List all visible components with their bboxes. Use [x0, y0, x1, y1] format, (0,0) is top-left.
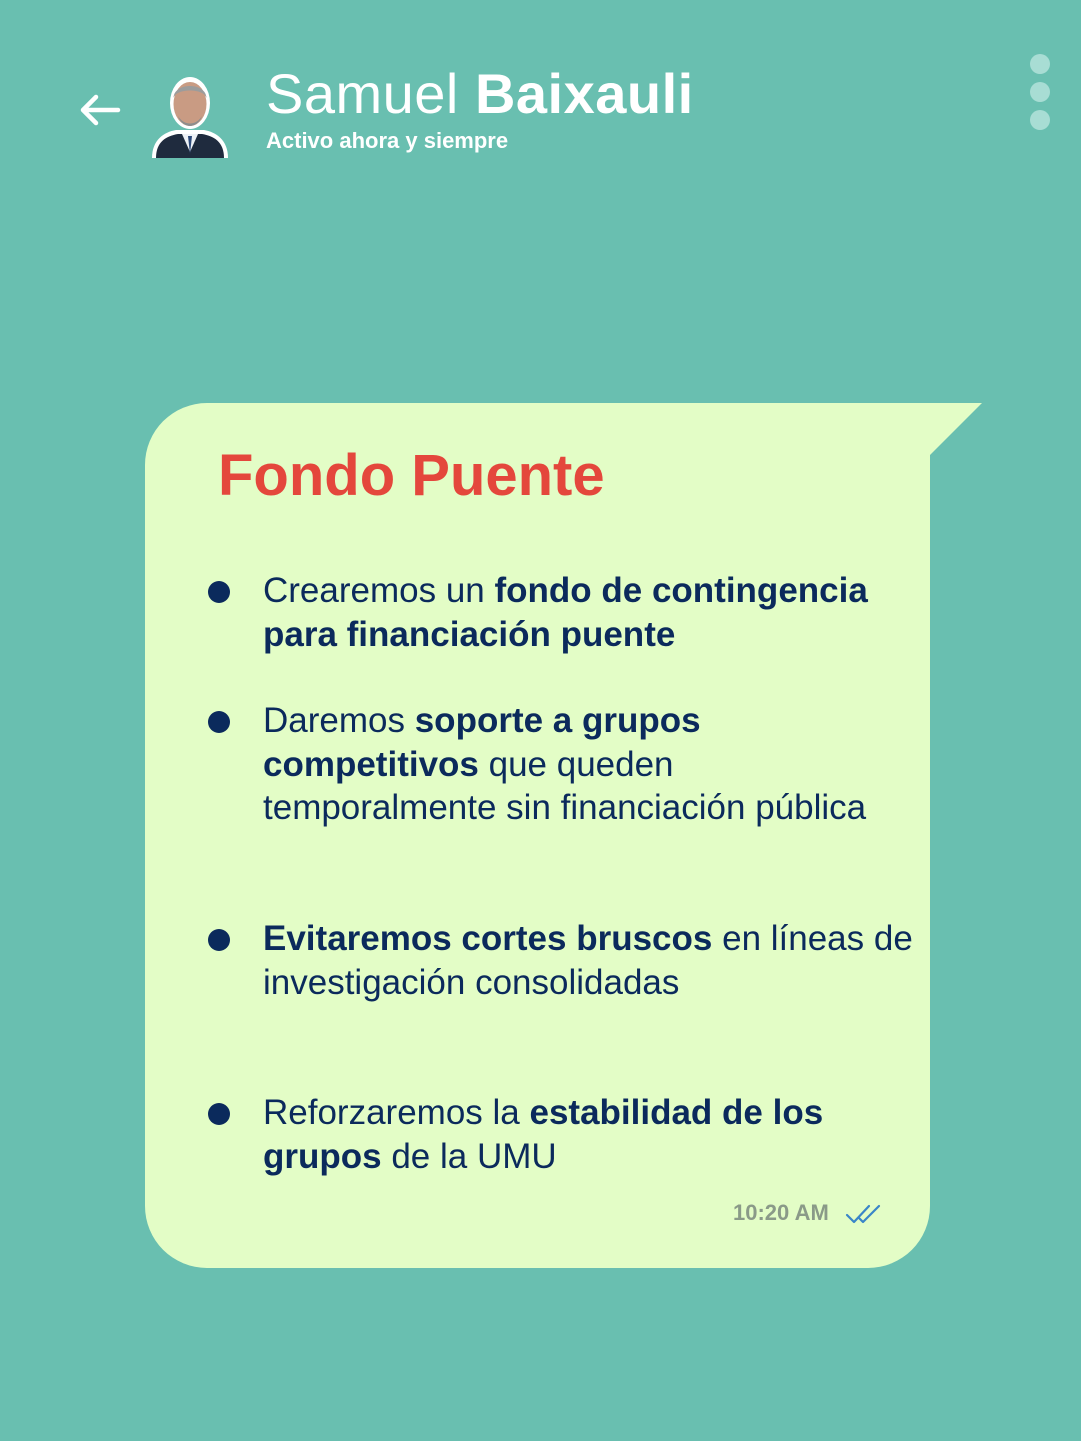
menu-dot — [1030, 82, 1050, 102]
arrow-left-icon[interactable] — [78, 92, 122, 128]
bullet-plain-text: de la UMU — [381, 1136, 557, 1176]
chat-header — [0, 0, 1081, 200]
bullet-bold-text: estabilidad de los grupos — [263, 1093, 824, 1176]
double-check-icon — [845, 1203, 883, 1225]
bullet-plain-text: Daremos — [263, 701, 415, 740]
bullet-text — [263, 699, 913, 830]
bullet-plain-text: que queden temporalmente sin financiación pública — [263, 744, 867, 827]
menu-dot — [1030, 54, 1050, 74]
message-bubble[interactable] — [145, 403, 930, 1268]
bullet-dot — [208, 1103, 230, 1125]
bullet-plain-text: Reforzaremos la — [263, 1093, 530, 1132]
message-timestamp: 10:20 AM — [733, 1200, 829, 1225]
bullet-bold-text: Evitaremos cortes bruscos — [263, 919, 713, 958]
message-title: Fondo Puente — [218, 443, 605, 508]
bullet-dot — [208, 581, 230, 603]
bullet-plain-text: Crearemos un — [263, 571, 495, 610]
contact-status: Activo ahora y siempre — [266, 128, 509, 153]
menu-dot — [1030, 110, 1050, 130]
contact-last-name: Baixauli — [474, 62, 694, 125]
message-bubble-tail — [930, 403, 982, 455]
bullet-dot — [208, 929, 230, 951]
bullet-text — [263, 917, 913, 1004]
bullet-bold-text: fondo de contingencia para financiación puente — [263, 571, 868, 654]
bullet-text — [263, 1091, 913, 1178]
bullet-plain-text: en líneas de investigación consolidadas — [263, 919, 913, 1002]
contact-first-name: Samuel — [266, 62, 459, 125]
vertical-dots-icon[interactable] — [1026, 54, 1054, 134]
avatar[interactable] — [150, 70, 230, 158]
contact-name — [266, 60, 694, 128]
bullet-dot — [208, 711, 230, 733]
bullet-text — [263, 569, 913, 656]
bullet-bold-text: soporte a grupos competitivos — [263, 701, 701, 784]
